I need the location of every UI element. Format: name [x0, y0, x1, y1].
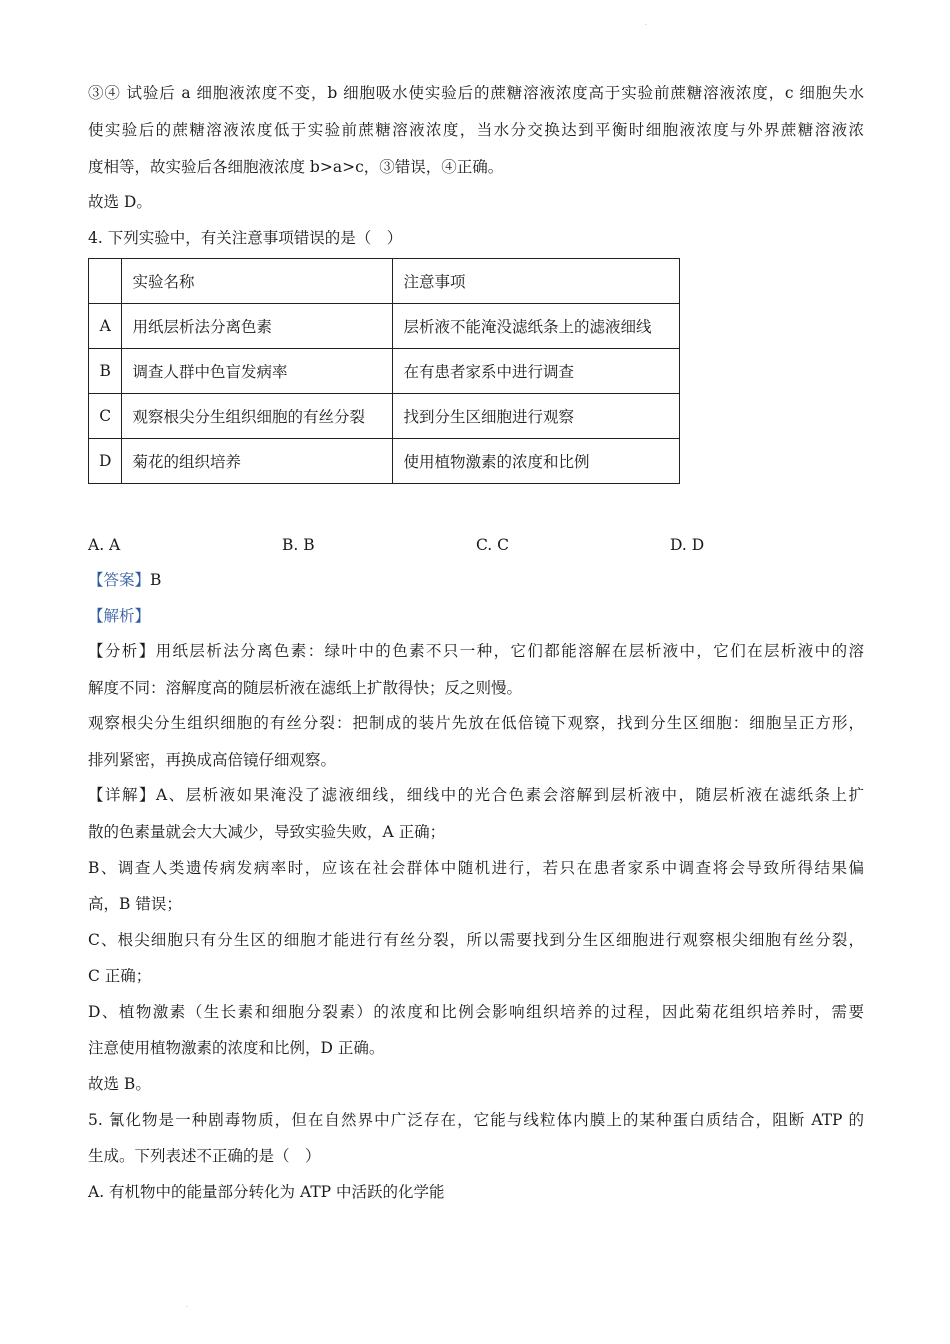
fenxi-line: 解度不同：溶解度高的随层析液在滤纸上扩散得快；反之则慢。	[88, 679, 523, 697]
table-row	[89, 394, 680, 439]
table-cell: 在有患者家系中进行调查	[393, 349, 680, 394]
scan-dot: ·	[645, 22, 647, 29]
table-header-experiment: 实验名称	[122, 259, 393, 304]
table-row	[89, 349, 680, 394]
fenxi-line: 观察根尖分生组织细胞的有丝分裂：把制成的装片先放在低倍镜下观察，找到分生区细胞：细胞呈正方形，	[88, 714, 864, 732]
option-c: C. C	[476, 536, 510, 554]
table-header-row	[89, 259, 680, 304]
table-row	[89, 439, 680, 484]
option-a: A. A	[88, 536, 121, 554]
xiangjie-line: D、植物激素（生长素和细胞分裂素）的浓度和比例会影响组织培养的过程，因此菊花组织培养时，需要	[88, 1003, 864, 1021]
scan-dot: ·	[186, 1304, 188, 1311]
table-cell: D	[89, 439, 122, 484]
q4-table	[88, 258, 680, 484]
xiangjie-line: C、根尖细胞只有分生区的细胞才能进行有丝分裂，所以需要找到分生区细胞进行观察根尖细胞有丝分裂，	[88, 931, 864, 949]
answer-line	[88, 570, 161, 590]
choose-line: 故选 B。	[88, 1075, 151, 1093]
answer-value: B	[150, 571, 162, 589]
table-cell: 层析液不能淹没滤纸条上的滤液细线	[393, 304, 680, 349]
prev-explanation-line: 使实验后的蔗糖溶液浓度低于实验前蔗糖溶液浓度，当水分交换达到平衡时细胞液浓度与外界蔗糖溶液浓	[88, 121, 864, 139]
fenxi-line	[88, 641, 864, 661]
table-cell: 找到分生区细胞进行观察	[393, 394, 680, 439]
q5-option-a: A. 有机物中的能量部分转化为 ATP 中活跃的化学能	[88, 1183, 445, 1201]
fenxi-text: 用纸层析法分离色素：绿叶中的色素不只一种，它们都能溶解在层析液中，它们在层析液中的溶	[155, 642, 864, 660]
xiangjie-line: 注意使用植物激素的浓度和比例，D 正确。	[88, 1039, 385, 1057]
table-cell	[89, 259, 122, 304]
analysis-tag: 【解析】	[88, 607, 151, 625]
fenxi-tag: 【分析】	[88, 642, 156, 660]
xiangjie-text: A、层析液如果淹没了滤液细线，细线中的光合色素会溶解到层析液中，随层析液在滤纸条上扩	[155, 786, 864, 804]
prev-explanation-line: 度相等，故实验后各细胞液浓度 b>a>c，③错误，④正确。	[88, 158, 504, 176]
xiangjie-tag: 【详解】	[88, 786, 156, 804]
table-cell: 菊花的组织培养	[122, 439, 393, 484]
fenxi-line: 排列紧密，再换成高倍镜仔细观察。	[88, 751, 337, 769]
table-header-notes: 注意事项	[393, 259, 680, 304]
table-cell: A	[89, 304, 122, 349]
prev-explanation-line: ③④ 试验后 a 细胞液浓度不变，b 细胞吸水使实验后的蔗糖溶液浓度高于实验前蔗糖溶液浓度，c 细胞失水	[88, 84, 864, 102]
q5-stem: 生成。下列表述不正确的是（ ）	[88, 1147, 321, 1165]
xiangjie-line: 高，B 错误；	[88, 895, 182, 913]
answer-tag: 【答案】	[88, 571, 151, 589]
xiangjie-line: 散的色素量就会大大减少，导致实验失败，A 正确；	[88, 823, 446, 841]
option-d: D. D	[670, 536, 705, 554]
xiangjie-line	[88, 785, 864, 805]
table-row	[89, 304, 680, 349]
q5-stem: 5. 氰化物是一种剧毒物质，但在自然界中广泛存在，它能与线粒体内膜上的某种蛋白质结合，阻断 ATP 的	[88, 1111, 864, 1129]
analysis-line	[88, 606, 150, 626]
option-b: B. B	[282, 536, 315, 554]
q4-stem: 4. 下列实验中，有关注意事项错误的是（ ）	[88, 229, 403, 247]
xiangjie-line: C 正确；	[88, 967, 152, 985]
table-cell: C	[89, 394, 122, 439]
table-cell: 使用植物激素的浓度和比例	[393, 439, 680, 484]
table-cell: B	[89, 349, 122, 394]
table-cell: 用纸层析法分离色素	[122, 304, 393, 349]
prev-choose-line: 故选 D。	[88, 193, 152, 211]
table-cell: 调查人群中色盲发病率	[122, 349, 393, 394]
xiangjie-line: B、调查人类遗传病发病率时，应该在社会群体中随机进行，若只在患者家系中调查将会导致所得结果偏	[88, 859, 864, 877]
table-cell: 观察根尖分生组织细胞的有丝分裂	[122, 394, 393, 439]
